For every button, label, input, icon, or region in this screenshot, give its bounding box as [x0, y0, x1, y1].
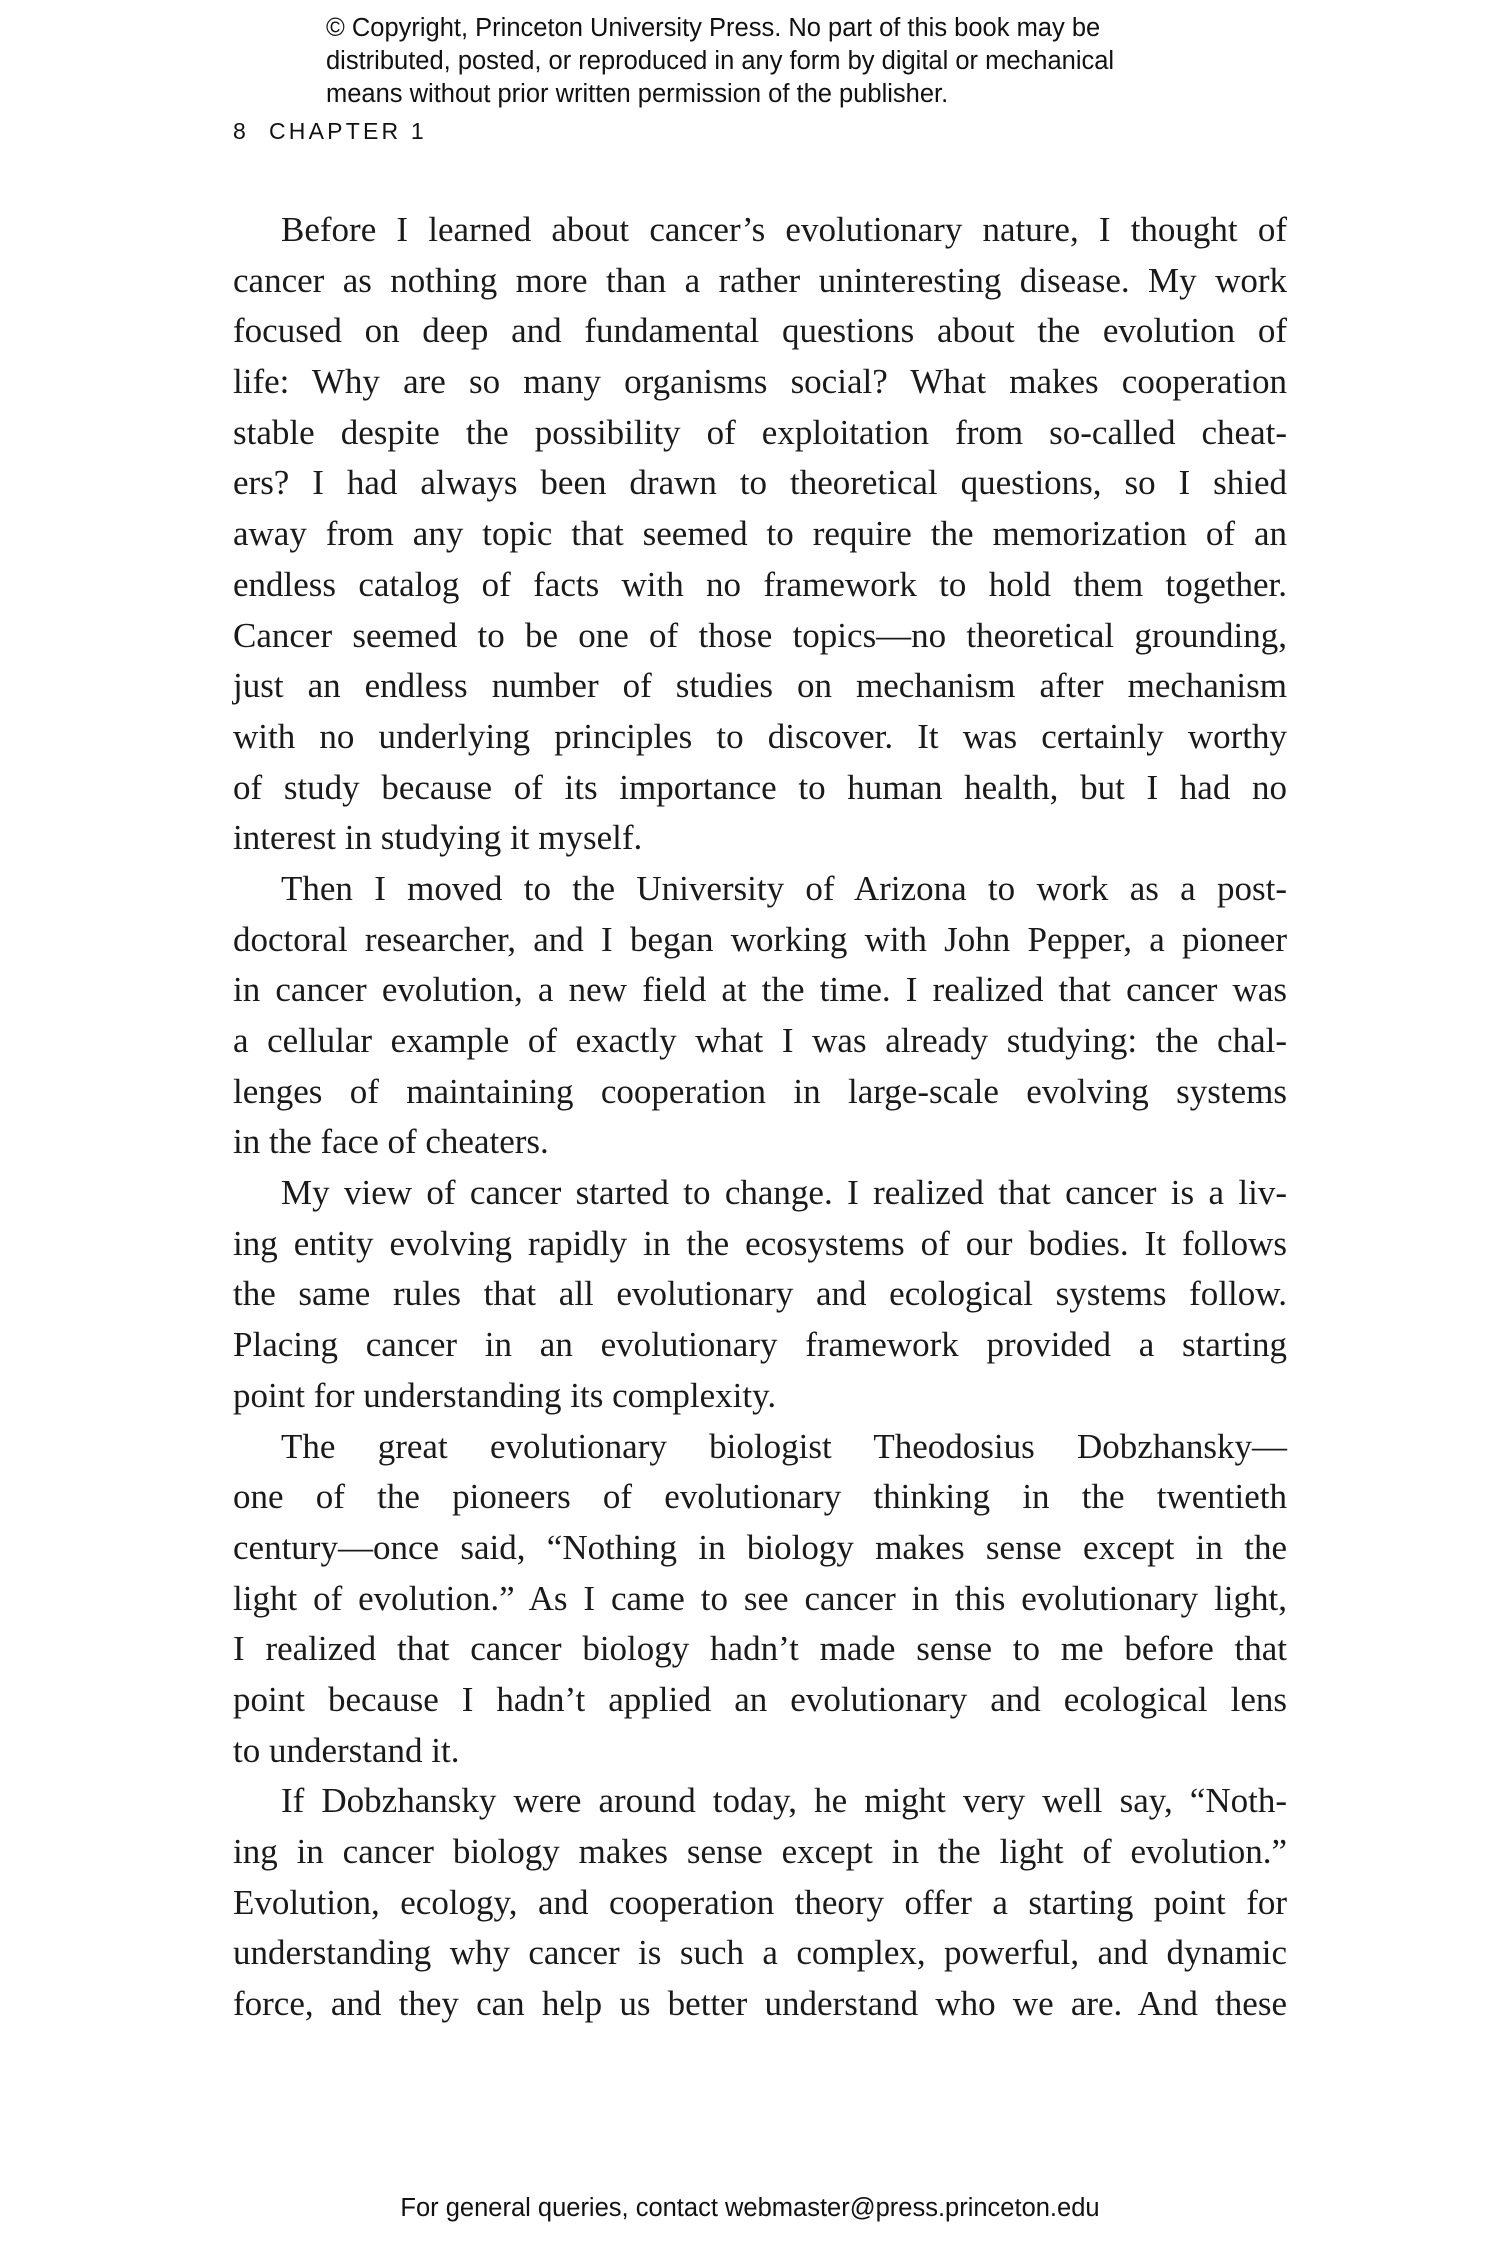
text-line: a cellular example of exactly what I was already studying: the chal- — [233, 1021, 1287, 1060]
text-line: in the face of cheaters. — [233, 1122, 549, 1162]
body-text — [233, 205, 1287, 2030]
text-line: ing entity evolving rapidly in the ecosystems of our bodies. It follows — [233, 1223, 1287, 1263]
text-line: If Dobzhansky were around today, he might very well say, “Noth- — [281, 1781, 1287, 1821]
copyright-line: means without prior written permission of the publisher. — [326, 80, 949, 108]
text-line: Evolution, ecology, and cooperation theory offer a starting point for — [233, 1882, 1287, 1922]
text-line: doctoral researcher, and I began working with John Pepper, a pioneer — [233, 919, 1287, 959]
text-line: ers? I had always been drawn to theoretical questions, so I shied — [233, 463, 1287, 503]
text-line: cancer as nothing more than a rather uninteresting disease. My work — [233, 260, 1287, 300]
text-line: Then I moved to the University of Arizona to work as a post- — [281, 868, 1287, 908]
text-line: in cancer evolution, a new field at the time. I realized that cancer was — [233, 970, 1287, 1010]
text-line: the same rules that all evolutionary and ecological systems follow. — [233, 1274, 1287, 1314]
text-line: one of the pioneers of evolutionary thinking in the twentieth — [233, 1477, 1287, 1517]
text-line: Cancer seemed to be one of those topics—no theoretical grounding, — [233, 615, 1287, 655]
copyright-line: distributed, posted, or reproduced in any form by digital or mechanical — [326, 47, 1115, 75]
text-line: stable despite the possibility of exploitation from so-called cheat- — [233, 412, 1287, 452]
text-line: with no underlying principles to discover. It was certainly worthy — [233, 716, 1287, 756]
paragraph — [233, 1776, 1287, 2029]
text-line: force, and they can help us better understand who we are. And these — [233, 1984, 1287, 2024]
text-line: life: Why are so many organisms social? What makes cooperation — [233, 362, 1287, 402]
chapter-label: CHAPTER 1 — [269, 118, 427, 144]
text-line: lenges of maintaining cooperation in large-scale evolving systems — [233, 1071, 1287, 1111]
text-line: point for understanding its complexity. — [233, 1375, 777, 1415]
text-line: interest in studying it myself. — [233, 818, 643, 858]
text-line: Before I learned about cancer’s evolutionary nature, I thought of — [281, 210, 1287, 249]
text-line: understanding why cancer is such a complex, powerful, and dynamic — [233, 1933, 1287, 1973]
text-line: Placing cancer in an evolutionary framework provided a starting — [233, 1325, 1287, 1365]
paragraph — [233, 1422, 1287, 1777]
text-line: My view of cancer started to change. I realized that cancer is a liv- — [281, 1173, 1287, 1213]
text-line: The great evolutionary biologist Theodosius Dobzhansky— — [281, 1426, 1287, 1466]
text-line: just an endless number of studies on mechanism after mechanism — [233, 666, 1287, 706]
text-line: century—once said, “Nothing in biology makes sense except in the — [233, 1527, 1287, 1567]
page-number: 8 — [233, 118, 249, 144]
text-line: light of evolution.” As I came to see cancer in this evolutionary light, — [233, 1578, 1287, 1618]
text-line: of study because of its importance to human health, but I had no — [233, 767, 1287, 807]
paragraph — [233, 1168, 1287, 1421]
running-head — [233, 116, 427, 146]
paragraph — [233, 205, 1287, 864]
footer-contact: For general queries, contact webmaster@press.princeton.edu — [400, 2194, 1100, 2222]
paragraph — [233, 864, 1287, 1168]
copyright-line: © Copyright, Princeton University Press. No part of this book may be — [326, 14, 1101, 42]
text-line: point because I hadn’t applied an evolutionary and ecological lens — [233, 1679, 1287, 1719]
copyright-notice — [326, 12, 1226, 111]
text-line: endless catalog of facts with no framework to hold them together. — [233, 564, 1287, 604]
text-line: I realized that cancer biology hadn’t made sense to me before that — [233, 1629, 1287, 1669]
text-line: to understand it. — [233, 1730, 460, 1770]
text-line: ing in cancer biology makes sense except in the light of evolution.” — [233, 1832, 1287, 1871]
text-line: away from any topic that seemed to require the memorization of an — [233, 514, 1287, 554]
text-line: focused on deep and fundamental questions about the evolution of — [233, 311, 1287, 351]
